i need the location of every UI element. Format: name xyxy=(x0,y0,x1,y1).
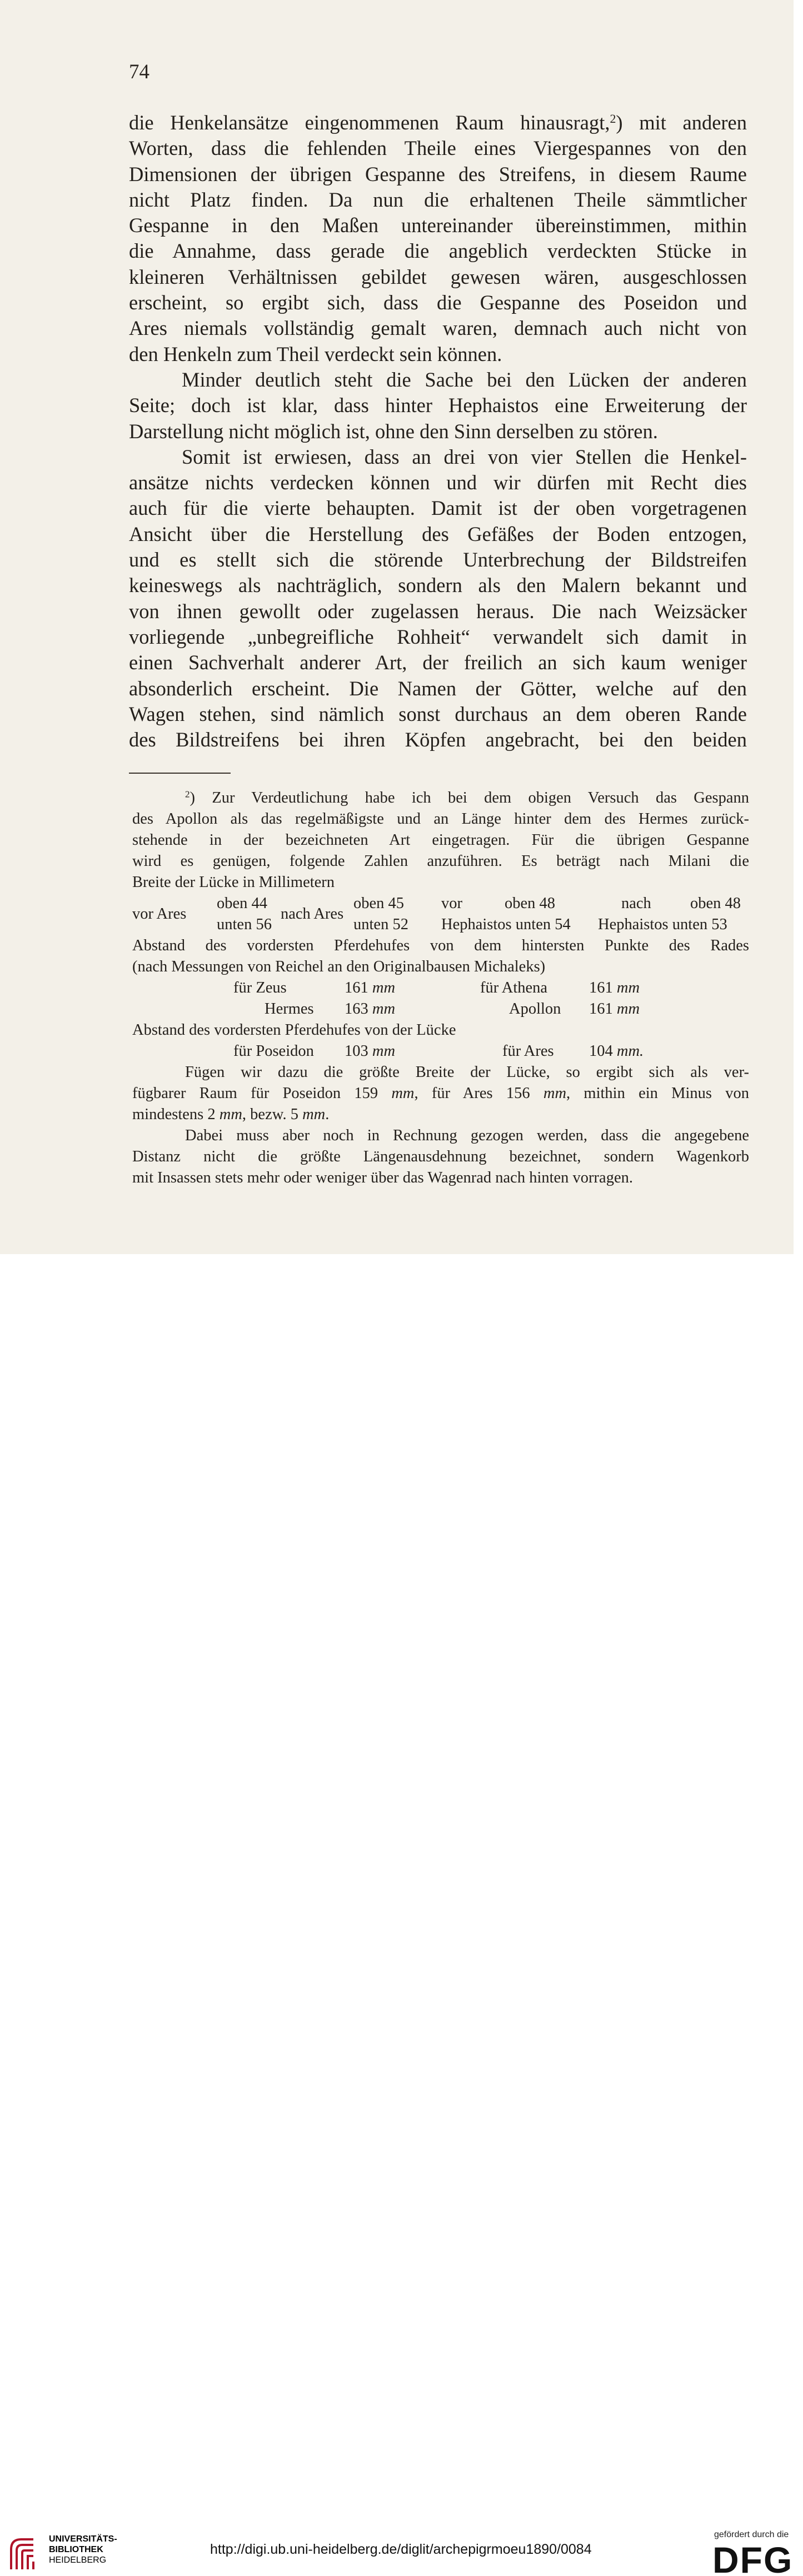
measure-value: 161 mm xyxy=(345,979,396,996)
scanned-page xyxy=(0,0,794,1254)
body-text-line: ansätze nichts verdecken können und wir dürfen mit Recht dies xyxy=(129,471,747,494)
body-text-line: Dimensionen der übrigen Gespanne des Streifens, in diesem Raume xyxy=(129,162,747,186)
footnote-divider xyxy=(129,773,231,774)
gap-cell: oben 48 xyxy=(505,895,556,912)
footnote-line: stehende in der bezeichneten Art eingetragen. Für die übrigen Gespanne xyxy=(132,831,749,849)
gap-cell: oben 45 xyxy=(353,895,405,912)
footnote-line: fügbarer Raum für Poseidon 159 mm, für Ares 156 mm, mithin ein Minus von xyxy=(132,1085,749,1102)
body-text-line: vorliegende „unbegreifliche Rohheit“ verwandelt sich damit in xyxy=(129,625,747,648)
body-text-line: Somit ist erwiesen, dass an drei von vier Stellen die Henkel- xyxy=(182,445,747,468)
gap-cell: oben 48 xyxy=(690,895,741,912)
gap-cell: unten 52 xyxy=(353,916,408,933)
footnote-line: Dabei muss aber noch in Rechnung gezogen werden, dass die angegebene xyxy=(185,1127,749,1144)
body-text-line: kleineren Verhältnissen gebildet gewesen wären, ausgeschlossen xyxy=(129,265,747,288)
body-text-line: Wagen stehen, sind nämlich sonst durchaus an dem oberen Rande xyxy=(129,702,747,725)
body-text-line: nicht Platz finden. Da nun die erhaltenen Theile sämmtlicher xyxy=(129,188,747,211)
footnote-line: wird es genügen, folgende Zahlen anzuführen. Es beträgt nach Milani die xyxy=(132,853,749,870)
gap-cell: unten 56 xyxy=(217,916,272,933)
footnote-line: (nach Messungen von Reichel an den Originalbausen Michaleks) xyxy=(132,958,546,975)
university-library-logo-icon xyxy=(8,2533,48,2572)
gap-label: nach Ares xyxy=(281,905,344,923)
footnote-line: des Apollon als das regelmäßigste und an Länge hinter dem des Hermes zurück- xyxy=(132,810,749,828)
footnote-line: mindestens 2 mm, bezw. 5 mm. xyxy=(132,1106,330,1123)
footnote-line: Distanz nicht die größte Längenausdehnung bezeichnet, sondern Wagenkorb xyxy=(132,1148,749,1165)
measure-label: für Poseidon xyxy=(233,1043,314,1060)
page-number: 74 xyxy=(129,61,149,83)
body-text-line: den Henkeln zum Theil verdeckt sein können. xyxy=(129,342,502,365)
permalink-url[interactable]: http://digi.ub.uni-heidelberg.de/diglit/archepigrmoeu1890/0084 xyxy=(210,2542,592,2557)
main-text xyxy=(129,110,747,753)
body-text-line: erscheint, so ergibt sich, dass die Gespanne des Poseidon und xyxy=(129,291,747,314)
measure-value: 103 mm xyxy=(345,1043,396,1060)
measure-label: Hermes xyxy=(265,1000,314,1018)
gap-label: vor Ares xyxy=(132,905,187,923)
footnote-line: Abstand des vordersten Pferdehufes von der Lücke xyxy=(132,1021,456,1039)
footnote-line: mit Insassen stets mehr oder weniger über das Wagenrad nach hinten vorragen. xyxy=(132,1169,633,1186)
measure-row xyxy=(132,999,749,1020)
body-text-line: absonderlich erscheint. Die Namen der Götter, welche auf den xyxy=(129,676,747,700)
measure-label: für Athena xyxy=(480,979,548,996)
sponsor-caption: gefördert durch die xyxy=(714,2530,789,2539)
measure-row xyxy=(132,1041,749,1062)
gap-table-bottom-row xyxy=(132,914,749,935)
body-text-line: keineswegs als nachträglich, sondern als den Malern bekannt und xyxy=(129,574,747,597)
university-library-name: UNIVERSITÄTS- BIBLIOTHEK HEIDELBERG xyxy=(49,2534,117,2565)
measure-value: 161 mm xyxy=(589,1000,640,1018)
measure-value: 161 mm xyxy=(589,979,640,996)
footnote-line: Abstand des vordersten Pferdehufes von dem hintersten Punkte des Rades xyxy=(132,937,749,954)
body-text-line: von ihnen gewollt oder zugelassen heraus. Die nach Weizsäcker xyxy=(129,599,747,623)
body-text-line: auch für die vierte behaupten. Damit ist der oben vorgetragenen xyxy=(129,497,747,520)
body-text-line: einen Sachverhalt anderer Art, der freilich an sich kaum weniger xyxy=(129,651,747,674)
measure-value: 104 mm. xyxy=(589,1043,644,1060)
footnote-line: $^2$) Zur Verdeutlichung habe ich bei dem obigen Versuch das Gespann xyxy=(185,789,749,806)
footnote-line: Breite der Lücke in Millimetern xyxy=(132,874,335,891)
body-text-line: Darstellung nicht möglich ist, ohne den Sinn derselben zu stören. xyxy=(129,419,658,443)
body-text-line: Ares niemals vollständig gemalt waren, demnach auch nicht von xyxy=(129,317,747,340)
gap-cell: Hephaistos unten 53 xyxy=(598,916,727,933)
body-text-line: Minder deutlich steht die Sache bei den Lücken der anderen xyxy=(182,368,747,391)
measure-label: Apollon xyxy=(509,1000,561,1018)
body-text-line: des Bildstreifens bei ihren Köpfen angebracht, bei den beiden xyxy=(129,728,747,751)
viewer-footer xyxy=(0,1254,803,2576)
dfg-logo-text: DFG xyxy=(712,2542,794,2576)
body-text-line: und es stellt sich die störende Unterbrechung der Bildstreifen xyxy=(129,548,747,572)
body-text-line: Ansicht über die Herstellung des Gefäßes der Boden entzogen, xyxy=(129,522,747,545)
measure-label: für Ares xyxy=(502,1043,554,1060)
dfg-logo-icon xyxy=(710,2542,795,2576)
body-text-line: Seite; doch ist klar, dass hinter Hephaistos eine Erweiterung der xyxy=(129,394,747,417)
footnote-line: Fügen wir dazu die größte Breite der Lücke, so ergibt sich als ver- xyxy=(185,1064,749,1081)
body-text-line: Gespanne in den Maßen untereinander übereinstimmen, mithin xyxy=(129,214,747,237)
footnote-block xyxy=(132,788,749,1189)
measure-label: für Zeus xyxy=(233,979,287,996)
body-text-line: die Henkelansätze eingenommenen Raum hinausragt,$^2$) mit anderen xyxy=(129,111,747,134)
body-text-line: die Annahme, dass gerade die angeblich verdeckten Stücke in xyxy=(129,239,747,263)
gap-cell: oben 44 xyxy=(217,895,268,912)
gap-cell: vor xyxy=(441,895,462,912)
measure-value: 163 mm xyxy=(345,1000,396,1018)
measure-row xyxy=(132,978,749,999)
gap-cell: Hephaistos unten 54 xyxy=(441,916,571,933)
body-text-line: Worten, dass die fehlenden Theile eines Viergespannes von den xyxy=(129,137,747,160)
gap-cell: nach xyxy=(621,895,651,912)
